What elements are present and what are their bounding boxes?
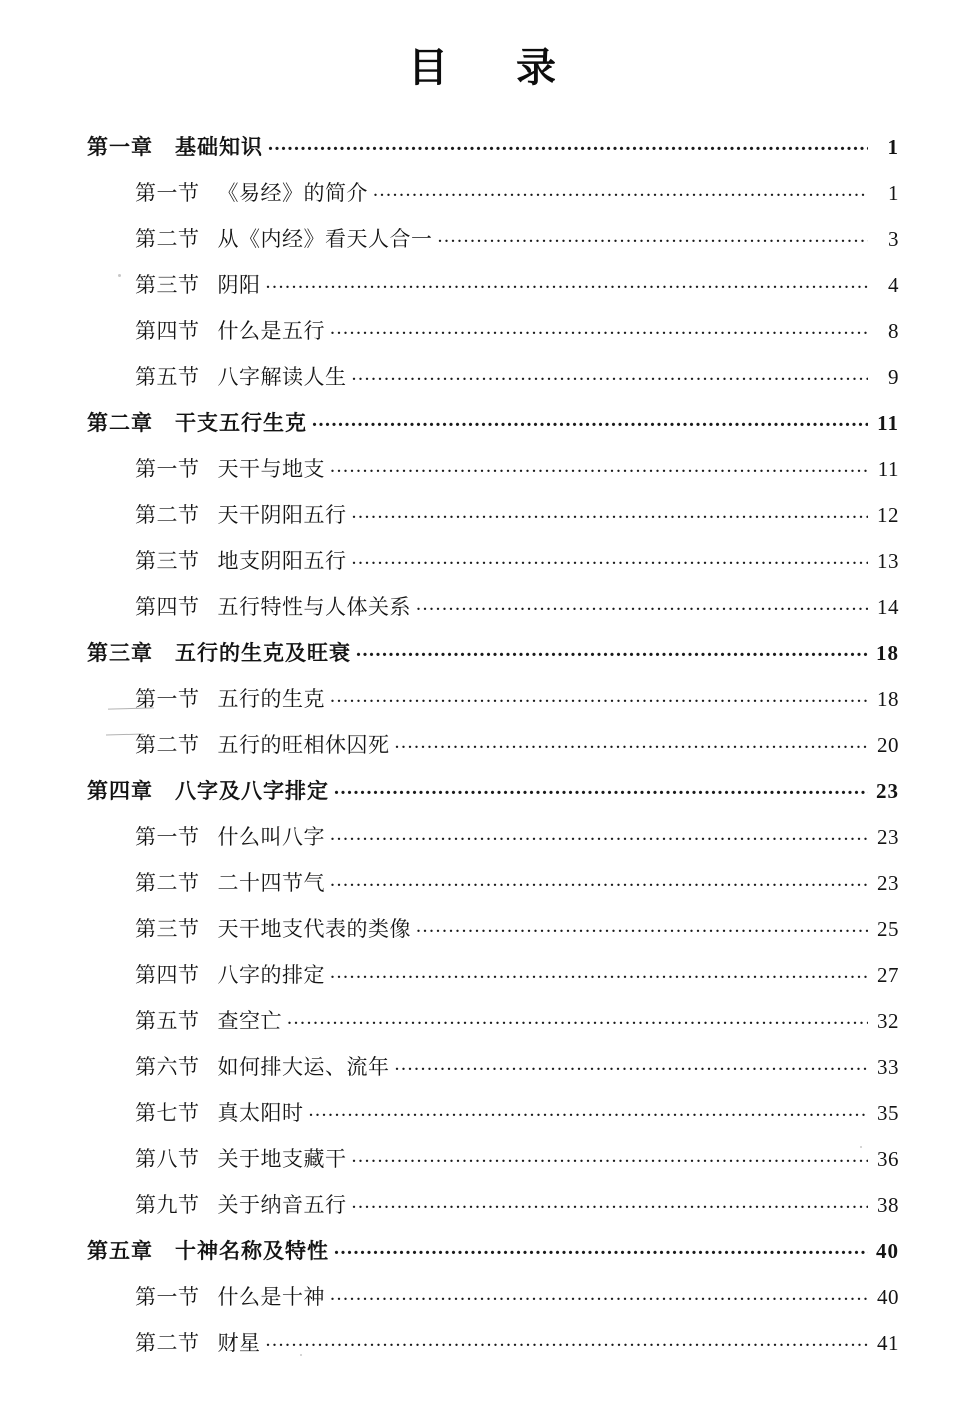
toc-entry[interactable] bbox=[79, 1099, 899, 1124]
toc-leader-dots bbox=[312, 409, 868, 430]
toc-entry-number: 第二节 bbox=[135, 1331, 200, 1355]
toc-entry[interactable] bbox=[79, 455, 899, 480]
toc-entry-number: 第二节 bbox=[135, 871, 200, 895]
toc-entry[interactable] bbox=[79, 225, 899, 250]
toc-entry-number: 第二节 bbox=[135, 227, 200, 251]
toc-entry-number: 第一节 bbox=[135, 1285, 200, 1309]
toc-leader-dots bbox=[330, 317, 868, 338]
toc-entry[interactable] bbox=[79, 1007, 899, 1032]
toc-entry-page-number: 41 bbox=[877, 1331, 899, 1355]
toc-entry-number: 第一节 bbox=[135, 825, 200, 849]
toc-leader-dots bbox=[266, 1329, 869, 1350]
toc-entry-page-number: 9 bbox=[888, 365, 899, 389]
toc-entry-label: 二十四节气 bbox=[217, 871, 325, 895]
toc-entry-page-number: 23 bbox=[877, 871, 899, 895]
toc-leader-dots bbox=[356, 639, 868, 660]
toc-entry-label: 五行的生克及旺衰 bbox=[175, 641, 351, 665]
toc-entry-label: 天干与地支 bbox=[217, 457, 325, 481]
toc-entry[interactable] bbox=[79, 271, 899, 296]
toc-entry[interactable] bbox=[79, 777, 899, 802]
toc-leader-dots bbox=[416, 915, 868, 936]
toc-entry-number: 第一章 bbox=[87, 135, 153, 159]
toc-entry[interactable] bbox=[79, 317, 899, 342]
toc-entry-number: 第六节 bbox=[135, 1055, 200, 1079]
document-page bbox=[0, 36, 978, 1410]
scan-speck bbox=[300, 1354, 302, 1356]
toc-entry-page-number: 8 bbox=[888, 319, 899, 343]
toc-leader-dots bbox=[268, 133, 868, 154]
toc-entry-number: 第五节 bbox=[135, 1009, 200, 1033]
toc-entry-number: 第九节 bbox=[135, 1193, 200, 1217]
toc-leader-dots bbox=[330, 685, 868, 706]
toc-entry-label: 如何排大运、流年 bbox=[217, 1055, 390, 1079]
toc-entry-label: 关于地支藏干 bbox=[217, 1147, 347, 1171]
toc-entry-number: 第五节 bbox=[135, 365, 200, 389]
toc-entry-number: 第三章 bbox=[87, 641, 153, 665]
toc-entry-number: 第四节 bbox=[135, 319, 200, 343]
toc-entry-page-number: 33 bbox=[877, 1055, 899, 1079]
toc-leader-dots bbox=[352, 547, 869, 568]
toc-entry-label: 基础知识 bbox=[175, 135, 263, 159]
toc-entry-page-number: 36 bbox=[877, 1147, 899, 1171]
toc-leader-dots bbox=[395, 731, 869, 752]
toc-entry-number: 第一节 bbox=[135, 457, 200, 481]
toc-entry-label: 八字的排定 bbox=[217, 963, 325, 987]
toc-leader-dots bbox=[330, 1283, 868, 1304]
toc-entry-page-number: 14 bbox=[877, 595, 899, 619]
toc-leader-dots bbox=[330, 455, 868, 476]
toc-entry[interactable] bbox=[79, 961, 899, 986]
toc-entry-label: 地支阴阳五行 bbox=[217, 549, 347, 573]
toc-leader-dots bbox=[287, 1007, 868, 1028]
toc-entry-label: 十神名称及特性 bbox=[175, 1239, 329, 1263]
toc-entry-page-number: 12 bbox=[877, 503, 899, 527]
toc-entry-label: 财星 bbox=[217, 1331, 261, 1355]
toc-entry-page-number: 18 bbox=[876, 641, 899, 665]
toc-leader-dots bbox=[266, 271, 869, 292]
toc-entry[interactable] bbox=[79, 501, 899, 526]
table-of-contents bbox=[79, 133, 899, 1354]
toc-entry-label: 五行的旺相休囚死 bbox=[217, 733, 390, 757]
toc-entry[interactable] bbox=[79, 915, 899, 940]
toc-entry-label: 五行特性与人体关系 bbox=[217, 595, 411, 619]
toc-entry-number: 第三节 bbox=[135, 273, 200, 297]
toc-entry-number: 第五章 bbox=[87, 1239, 153, 1263]
toc-entry-page-number: 25 bbox=[877, 917, 899, 941]
toc-entry[interactable] bbox=[79, 363, 899, 388]
toc-entry-number: 第二节 bbox=[135, 733, 200, 757]
toc-leader-dots bbox=[334, 1237, 868, 1258]
toc-entry-number: 第八节 bbox=[135, 1147, 200, 1171]
toc-entry-label: 五行的生克 bbox=[217, 687, 325, 711]
toc-entry-page-number: 4 bbox=[888, 273, 899, 297]
toc-entry-page-number: 11 bbox=[877, 411, 899, 435]
toc-entry-number: 第三节 bbox=[135, 549, 200, 573]
toc-entry-number: 第四节 bbox=[135, 963, 200, 987]
toc-leader-dots bbox=[438, 225, 869, 246]
toc-entry-label: 《易经》的简介 bbox=[217, 181, 368, 205]
toc-entry-page-number: 35 bbox=[877, 1101, 899, 1125]
toc-entry-page-number: 23 bbox=[877, 825, 899, 849]
toc-entry[interactable] bbox=[79, 869, 899, 894]
toc-entry-number: 第一节 bbox=[135, 181, 200, 205]
toc-entry-page-number: 3 bbox=[888, 227, 899, 251]
toc-entry-label: 关于纳音五行 bbox=[217, 1193, 347, 1217]
toc-entry[interactable] bbox=[79, 179, 899, 204]
toc-entry-page-number: 38 bbox=[877, 1193, 899, 1217]
toc-entry-page-number: 27 bbox=[877, 963, 899, 987]
toc-entry-page-number: 11 bbox=[877, 457, 899, 481]
toc-entry-number: 第四章 bbox=[87, 779, 153, 803]
toc-entry-label: 什么叫八字 bbox=[217, 825, 325, 849]
toc-entry-label: 八字及八字排定 bbox=[175, 779, 329, 803]
toc-entry[interactable] bbox=[79, 731, 899, 756]
page-title: 目 录 bbox=[408, 44, 570, 91]
toc-leader-dots bbox=[352, 363, 869, 384]
toc-entry-page-number: 13 bbox=[877, 549, 899, 573]
toc-entry[interactable] bbox=[79, 639, 899, 664]
toc-entry-page-number: 18 bbox=[877, 687, 899, 711]
toc-entry-page-number: 40 bbox=[877, 1285, 899, 1309]
toc-entry-label: 天干阴阳五行 bbox=[217, 503, 347, 527]
toc-entry-label: 真太阳时 bbox=[217, 1101, 304, 1125]
toc-leader-dots bbox=[373, 179, 868, 200]
toc-leader-dots bbox=[330, 869, 868, 890]
toc-entry-number: 第二章 bbox=[87, 411, 153, 435]
toc-entry-page-number: 32 bbox=[877, 1009, 899, 1033]
toc-entry-label: 天干地支代表的类像 bbox=[217, 917, 411, 941]
toc-entry-number: 第二节 bbox=[135, 503, 200, 527]
toc-entry-number: 第一节 bbox=[135, 687, 200, 711]
toc-entry-number: 第三节 bbox=[135, 917, 200, 941]
toc-entry[interactable] bbox=[79, 823, 899, 848]
toc-leader-dots bbox=[352, 1145, 869, 1166]
toc-leader-dots bbox=[334, 777, 868, 798]
toc-entry-number: 第七节 bbox=[135, 1101, 200, 1125]
toc-entry-label: 八字解读人生 bbox=[217, 365, 347, 389]
toc-entry-label: 从《内经》看天人合一 bbox=[217, 227, 433, 251]
toc-entry-label: 阴阳 bbox=[217, 273, 261, 297]
toc-leader-dots bbox=[309, 1099, 869, 1120]
toc-leader-dots bbox=[416, 593, 868, 614]
toc-entry[interactable] bbox=[79, 1329, 899, 1354]
toc-entry-page-number: 20 bbox=[877, 733, 899, 757]
toc-leader-dots bbox=[352, 1191, 869, 1212]
toc-entry-label: 什么是五行 bbox=[217, 319, 325, 343]
toc-entry-page-number: 40 bbox=[876, 1239, 899, 1263]
toc-entry[interactable] bbox=[79, 409, 899, 434]
toc-entry[interactable] bbox=[79, 1283, 899, 1308]
toc-leader-dots bbox=[330, 961, 868, 982]
toc-entry[interactable] bbox=[79, 133, 899, 158]
toc-entry[interactable] bbox=[79, 685, 899, 710]
toc-leader-dots bbox=[330, 823, 868, 844]
toc-entry-page-number: 1 bbox=[887, 135, 899, 159]
toc-entry-label: 什么是十神 bbox=[217, 1285, 325, 1309]
toc-entry-label: 查空亡 bbox=[217, 1009, 282, 1033]
toc-leader-dots bbox=[352, 501, 869, 522]
toc-entry[interactable] bbox=[79, 1191, 899, 1216]
toc-entry[interactable] bbox=[79, 593, 899, 618]
toc-entry-number: 第四节 bbox=[135, 595, 200, 619]
toc-entry-label: 干支五行生克 bbox=[175, 411, 307, 435]
toc-entry[interactable] bbox=[79, 1145, 899, 1170]
toc-entry[interactable] bbox=[79, 547, 899, 572]
toc-leader-dots bbox=[395, 1053, 869, 1074]
toc-entry-page-number: 1 bbox=[888, 181, 899, 205]
toc-entry[interactable] bbox=[79, 1237, 899, 1262]
toc-entry[interactable] bbox=[79, 1053, 899, 1078]
toc-entry-page-number: 23 bbox=[876, 779, 899, 803]
